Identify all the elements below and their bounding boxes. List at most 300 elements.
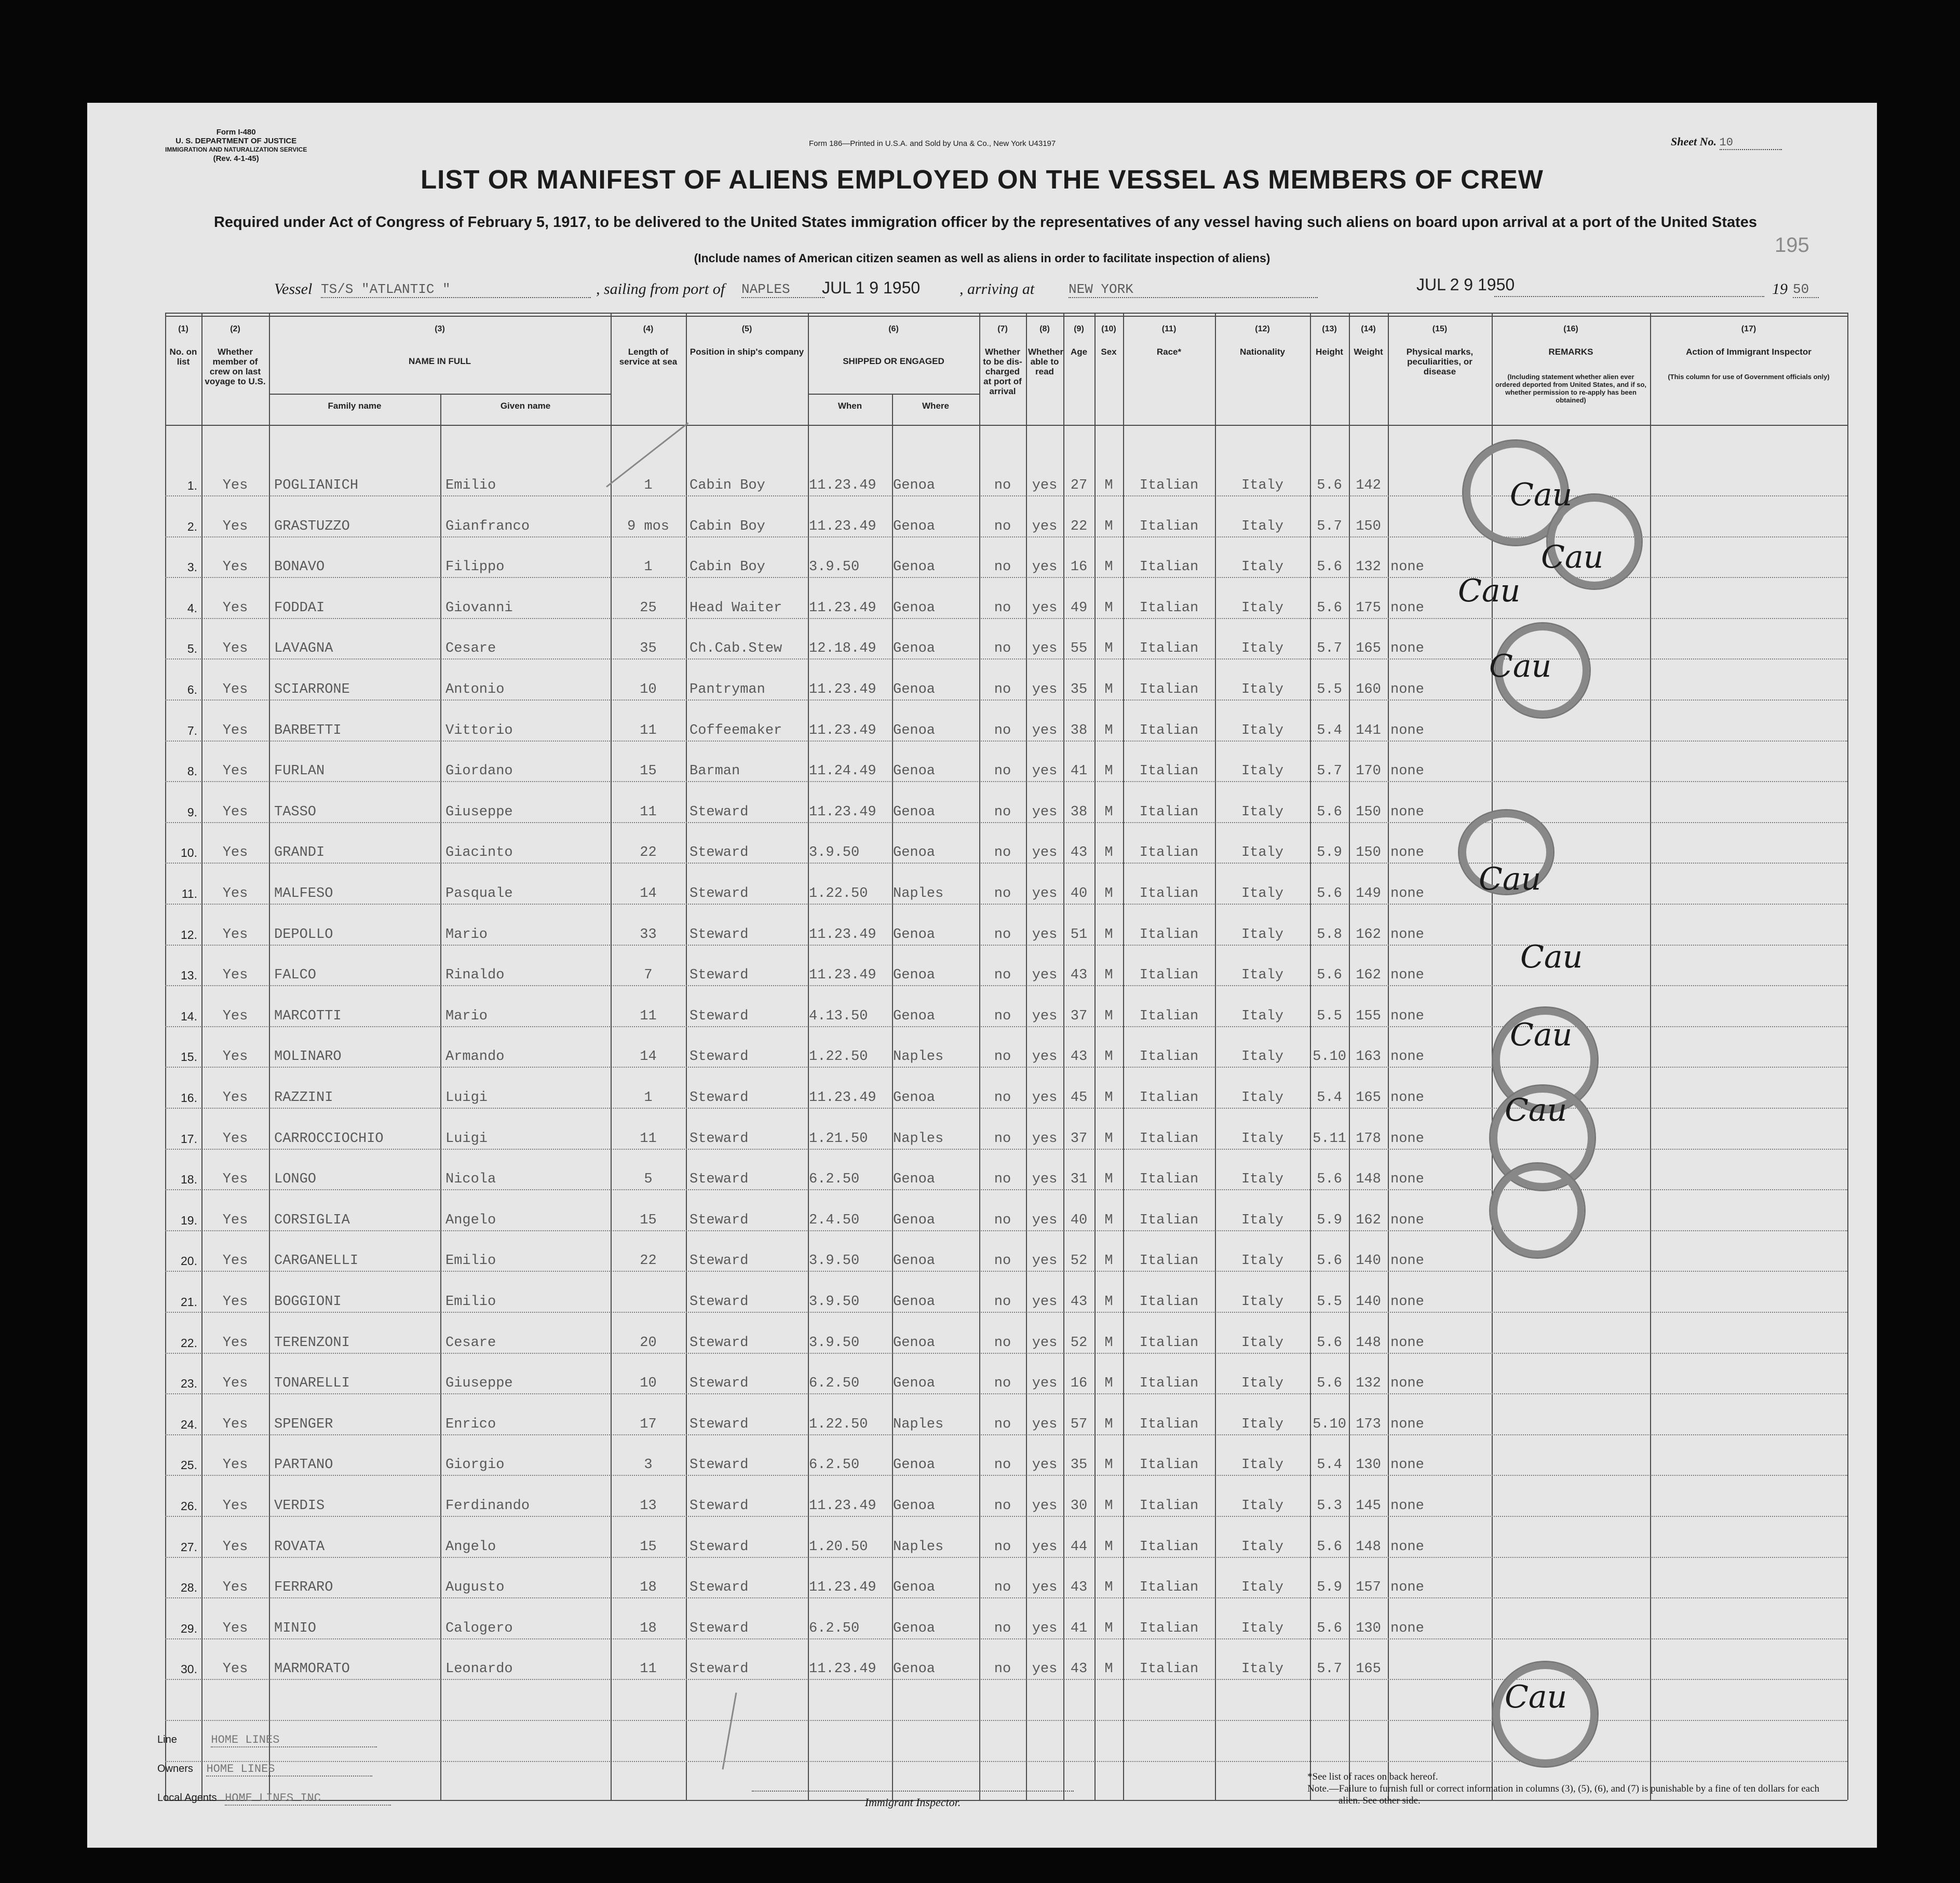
row-number: 27.: [181, 1540, 197, 1554]
cell-prev: Yes: [222, 845, 248, 861]
cell-position: Steward: [690, 804, 749, 820]
column-subheader-family-name: Family name: [328, 401, 382, 411]
column-header-weight: Weight: [1354, 347, 1383, 357]
cell-sex: M: [1104, 1498, 1113, 1514]
cell-prev: Yes: [222, 1212, 248, 1228]
cell-given: Giordano: [445, 763, 513, 779]
cell-position: Cabin Boy: [690, 478, 765, 493]
cell-given: Nicola: [445, 1172, 496, 1188]
table-top-border: [165, 316, 1847, 317]
cell-race: Italian: [1139, 478, 1199, 493]
cell-read: yes: [1032, 1539, 1058, 1555]
cell-when: 6.2.50: [809, 1376, 860, 1392]
cell-when: 1.21.50: [809, 1131, 868, 1147]
cell-weight: 170: [1356, 763, 1381, 779]
cell-given: Cesare: [445, 1335, 496, 1351]
cell-given: Calogero: [445, 1620, 513, 1636]
cell-position: Steward: [690, 1090, 749, 1106]
cell-height: 5.7: [1317, 518, 1342, 534]
cell-race: Italian: [1139, 1253, 1199, 1269]
cell-discharged: no: [994, 1008, 1011, 1024]
cell-weight: 155: [1356, 1008, 1381, 1024]
cell-nationality: Italy: [1241, 600, 1283, 616]
column-number-7: (7): [997, 325, 1008, 333]
inspector-action-subheader: (This column for use of Government officials only): [1668, 373, 1830, 381]
cell-race: Italian: [1139, 559, 1199, 575]
cell-where: Genoa: [893, 722, 936, 738]
row-number: 21.: [181, 1295, 197, 1309]
cell-family: MINIO: [274, 1620, 317, 1636]
cell-weight: 142: [1356, 478, 1381, 493]
cell-height: 5.6: [1317, 1335, 1342, 1351]
remarks-subheader: (Including statement whether alien ever ordered deported from United States, and if so, whether permission to re-apply has been obtained): [1495, 373, 1647, 404]
column-header-able-to-read: Whether able to read: [1028, 347, 1063, 376]
cell-discharged: no: [994, 763, 1011, 779]
cell-when: 11.23.49: [809, 682, 876, 697]
cell-given: Armando: [445, 1049, 505, 1065]
cell-weight: 160: [1356, 682, 1381, 697]
cell-family: VERDIS: [274, 1498, 325, 1514]
cell-position: Cabin Boy: [690, 518, 765, 534]
cell-sex: M: [1104, 886, 1113, 902]
cell-family: POGLIANICH: [274, 478, 359, 493]
cell-position: Steward: [690, 1539, 749, 1555]
owners-field: [157, 1763, 372, 1777]
cell-when: 11.23.49: [809, 478, 876, 493]
cell-weight: 150: [1356, 845, 1381, 861]
cell-position: Steward: [690, 1376, 749, 1392]
row-number: 9.: [187, 805, 197, 819]
line-value: HOME LINES: [211, 1733, 377, 1747]
cell-read: yes: [1032, 1335, 1058, 1351]
column-header-previous-voyage: Whether member of crew on last voyage to U.S.: [205, 347, 266, 386]
column-number-16: (16): [1563, 325, 1578, 333]
cell-height: 5.11: [1313, 1131, 1346, 1147]
cell-read: yes: [1032, 1212, 1058, 1228]
cell-nationality: Italy: [1241, 1580, 1283, 1596]
cell-given: Luigi: [445, 1090, 488, 1106]
cell-marks: none: [1390, 1212, 1424, 1228]
cell-position: Ch.Cab.Stew: [690, 641, 782, 657]
cell-service: 17: [640, 1416, 657, 1432]
cell-position: Steward: [690, 1416, 749, 1432]
cell-prev: Yes: [222, 926, 248, 943]
cell-family: TERENZONI: [274, 1335, 350, 1351]
cell-discharged: no: [994, 1335, 1011, 1351]
cell-discharged: no: [994, 1498, 1011, 1514]
cell-age: 31: [1070, 1172, 1088, 1188]
cell-family: LAVAGNA: [274, 641, 333, 657]
cell-discharged: no: [994, 1049, 1011, 1065]
document-subtitle: Required under Act of Congress of February 5, 1917, to be delivered to the United States immigration officer by the representatives of any vessel having such aliens on board upon arrival at a port of the United States: [213, 214, 1758, 231]
cell-where: Genoa: [893, 845, 936, 861]
cell-family: MARMORATO: [274, 1661, 350, 1677]
row-number: 4.: [187, 601, 197, 615]
cell-sex: M: [1104, 518, 1113, 534]
column-number-15: (15): [1432, 325, 1448, 333]
column-header-shipped-or-engaged: SHIPPED OR ENGAGED: [843, 356, 944, 366]
cell-age: 41: [1070, 1620, 1088, 1636]
cell-where: Genoa: [893, 478, 936, 493]
column-number-4: (4): [643, 325, 654, 333]
cell-sex: M: [1104, 1661, 1113, 1677]
cell-sex: M: [1104, 1212, 1113, 1228]
cell-discharged: no: [994, 1172, 1011, 1188]
cell-prev: Yes: [222, 1294, 248, 1310]
cell-where: Genoa: [893, 1498, 936, 1514]
cell-height: 5.6: [1317, 1253, 1342, 1269]
cell-service: 11: [640, 1661, 657, 1677]
cell-height: 5.6: [1317, 559, 1342, 575]
cell-weight: 148: [1356, 1335, 1381, 1351]
consular-initials: Cau: [1505, 1679, 1567, 1715]
cell-read: yes: [1032, 559, 1058, 575]
cell-sex: M: [1104, 682, 1113, 697]
row-number: 20.: [181, 1254, 197, 1268]
cell-where: Genoa: [893, 1253, 936, 1269]
column-header-sex: Sex: [1101, 347, 1117, 357]
cell-marks: none: [1390, 722, 1424, 738]
cell-nationality: Italy: [1241, 1090, 1283, 1106]
cell-position: Pantryman: [690, 682, 765, 697]
cell-height: 5.6: [1317, 967, 1342, 984]
cell-race: Italian: [1139, 641, 1199, 657]
consular-initials: Cau: [1479, 861, 1542, 897]
cell-family: GRASTUZZO: [274, 518, 350, 534]
arrival-date-stamp: JUL 2 9 1950: [1416, 275, 1515, 294]
column-number-5: (5): [741, 325, 752, 333]
cell-nationality: Italy: [1241, 1212, 1283, 1228]
cell-prev: Yes: [222, 1457, 248, 1473]
cell-sex: M: [1104, 845, 1113, 861]
cell-read: yes: [1032, 1376, 1058, 1392]
cell-discharged: no: [994, 478, 1011, 493]
cell-race: Italian: [1139, 763, 1199, 779]
row-rule: [165, 904, 1847, 905]
cell-when: 3.9.50: [809, 1335, 860, 1351]
cell-when: 6.2.50: [809, 1457, 860, 1473]
cell-height: 5.10: [1313, 1049, 1346, 1065]
cell-family: ROVATA: [274, 1539, 325, 1555]
cell-when: 2.4.50: [809, 1212, 860, 1228]
cell-service: 1: [644, 559, 653, 575]
cell-sex: M: [1104, 763, 1113, 779]
cell-sex: M: [1104, 967, 1113, 984]
cell-age: 43: [1070, 967, 1088, 984]
row-rule: [165, 1149, 1847, 1150]
row-rule: [165, 1393, 1847, 1394]
column-number-17: (17): [1741, 325, 1756, 333]
race-footnote: *See list of races on back hereof.: [1307, 1771, 1438, 1782]
cell-read: yes: [1032, 967, 1058, 984]
row-number: 2.: [187, 519, 197, 533]
cell-race: Italian: [1139, 1172, 1199, 1188]
cell-nationality: Italy: [1241, 641, 1283, 657]
cell-read: yes: [1032, 1498, 1058, 1514]
cell-given: Angelo: [445, 1539, 496, 1555]
cell-weight: 141: [1356, 722, 1381, 738]
footnotes: [1307, 1771, 1827, 1807]
line-field: [157, 1733, 377, 1747]
cell-when: 11.23.49: [809, 1498, 876, 1514]
cell-family: MALFESO: [274, 886, 333, 902]
cell-prev: Yes: [222, 1661, 248, 1677]
cell-where: Genoa: [893, 926, 936, 943]
cell-sex: M: [1104, 1620, 1113, 1636]
cell-position: Steward: [690, 886, 749, 902]
form-header: [165, 128, 307, 163]
cell-given: Giacinto: [445, 845, 513, 861]
cell-position: Steward: [690, 1620, 749, 1636]
cell-read: yes: [1032, 1090, 1058, 1106]
pencil-stroke: [722, 1692, 737, 1769]
cell-family: MARCOTTI: [274, 1008, 342, 1024]
column-divider: [686, 313, 687, 1800]
cell-marks: none: [1390, 763, 1424, 779]
port-from: NAPLES: [741, 281, 824, 298]
cell-family: LONGO: [274, 1172, 317, 1188]
cell-position: Steward: [690, 1580, 749, 1596]
cell-age: 55: [1070, 641, 1088, 657]
cell-given: Leonardo: [445, 1661, 513, 1677]
consular-initials: Cau: [1510, 1017, 1573, 1053]
cell-race: Italian: [1139, 967, 1199, 984]
cell-where: Genoa: [893, 1580, 936, 1596]
cell-where: Naples: [893, 1131, 944, 1147]
cell-family: CARGANELLI: [274, 1253, 359, 1269]
column-divider: [1847, 313, 1848, 1800]
cell-race: Italian: [1139, 1049, 1199, 1065]
cell-prev: Yes: [222, 1539, 248, 1555]
cell-age: 49: [1070, 600, 1088, 616]
document-title: LIST OR MANIFEST OF ALIENS EMPLOYED ON THE VESSEL AS MEMBERS OF CREW: [421, 165, 1544, 194]
cell-given: Luigi: [445, 1131, 488, 1147]
cell-marks: none: [1390, 600, 1424, 616]
cell-sex: M: [1104, 1580, 1113, 1596]
sailing-label: , sailing from port of: [596, 280, 725, 298]
cell-discharged: no: [994, 1294, 1011, 1310]
cell-position: Steward: [690, 1212, 749, 1228]
cell-prev: Yes: [222, 682, 248, 697]
cell-family: MOLINARO: [274, 1049, 342, 1065]
column-subheader-given-name: Given name: [500, 401, 551, 411]
row-number: 10.: [181, 846, 197, 860]
agents-field: [157, 1792, 391, 1806]
row-number: 22.: [181, 1336, 197, 1350]
row-rule: [165, 1108, 1847, 1109]
cell-family: PARTANO: [274, 1457, 333, 1473]
cell-given: Angelo: [445, 1212, 496, 1228]
cell-race: Italian: [1139, 1539, 1199, 1555]
cell-age: 43: [1070, 1661, 1088, 1677]
cell-service: 11: [640, 722, 657, 738]
cell-age: 27: [1070, 478, 1088, 493]
cell-family: CORSIGLIA: [274, 1212, 350, 1228]
cell-prev: Yes: [222, 1620, 248, 1636]
cell-marks: none: [1390, 641, 1424, 657]
column-header-nationality: Nationality: [1240, 347, 1285, 357]
year-label: 19: [1772, 280, 1788, 298]
cell-service: 5: [644, 1172, 653, 1188]
row-number: 29.: [181, 1621, 197, 1635]
row-rule: [165, 1230, 1847, 1231]
cell-when: 11.23.49: [809, 967, 876, 984]
cell-given: Pasquale: [445, 886, 513, 902]
cell-given: Filippo: [445, 559, 505, 575]
cell-service: 15: [640, 1212, 657, 1228]
cell-read: yes: [1032, 845, 1058, 861]
cell-discharged: no: [994, 845, 1011, 861]
cell-nationality: Italy: [1241, 886, 1283, 902]
sailing-date-stamp: JUL 1 9 1950: [822, 278, 921, 297]
cell-age: 52: [1070, 1335, 1088, 1351]
cell-nationality: Italy: [1241, 682, 1283, 697]
column-header-name-in-full: NAME IN FULL: [409, 356, 471, 366]
cell-age: 16: [1070, 559, 1088, 575]
column-number-10: (10): [1101, 325, 1116, 333]
cell-height: 5.5: [1317, 1294, 1342, 1310]
cell-sex: M: [1104, 926, 1113, 943]
cell-height: 5.4: [1317, 1090, 1342, 1106]
cell-position: Steward: [690, 926, 749, 943]
column-header-inspector-action: Action of Immigrant Inspector: [1686, 347, 1812, 357]
cell-weight: 149: [1356, 886, 1381, 902]
cell-sex: M: [1104, 722, 1113, 738]
column-number-3: (3): [435, 325, 445, 333]
cell-height: 5.6: [1317, 1172, 1342, 1188]
cell-when: 3.9.50: [809, 559, 860, 575]
row-number: 5.: [187, 642, 197, 656]
cell-when: 11.23.49: [809, 1090, 876, 1106]
column-divider: [1650, 313, 1651, 1800]
cell-marks: none: [1390, 1539, 1424, 1555]
penalty-note: Note.—Failure to furnish full or correct information in columns (3), (5), (6), and (7) is punishable by a fine of ten dollars for each alien. See other side.: [1307, 1783, 1820, 1806]
cell-marks: none: [1390, 1580, 1424, 1596]
cell-read: yes: [1032, 682, 1058, 697]
cell-height: 5.9: [1317, 1212, 1342, 1228]
cell-when: 1.20.50: [809, 1539, 868, 1555]
cell-where: Naples: [893, 1049, 944, 1065]
cell-position: Steward: [690, 1253, 749, 1269]
cell-weight: 150: [1356, 804, 1381, 820]
row-rule: [165, 1312, 1847, 1313]
cell-weight: 157: [1356, 1580, 1381, 1596]
cell-marks: none: [1390, 1376, 1424, 1392]
cell-sex: M: [1104, 478, 1113, 493]
cell-discharged: no: [994, 804, 1011, 820]
column-number-6: (6): [888, 325, 899, 333]
cell-when: 11.23.49: [809, 722, 876, 738]
cell-when: 11.23.49: [809, 1580, 876, 1596]
cell-when: 11.23.49: [809, 600, 876, 616]
cell-discharged: no: [994, 1253, 1011, 1269]
cell-when: 4.13.50: [809, 1008, 868, 1024]
cell-discharged: no: [994, 1661, 1011, 1677]
cell-family: BARBETTI: [274, 722, 342, 738]
cell-service: 10: [640, 682, 657, 697]
cell-discharged: no: [994, 1212, 1011, 1228]
cell-height: 5.4: [1317, 1457, 1342, 1473]
cell-weight: 162: [1356, 1212, 1381, 1228]
cell-marks: none: [1390, 1457, 1424, 1473]
cell-prev: Yes: [222, 1376, 248, 1392]
cell-where: Genoa: [893, 1620, 936, 1636]
cell-service: 13: [640, 1498, 657, 1514]
cell-position: Steward: [690, 1131, 749, 1147]
cell-family: SCIARRONE: [274, 682, 350, 697]
consular-initials: Cau: [1458, 573, 1521, 609]
cell-position: Steward: [690, 1335, 749, 1351]
cell-race: Italian: [1139, 886, 1199, 902]
cell-nationality: Italy: [1241, 722, 1283, 738]
owners-label: Owners: [157, 1763, 193, 1774]
cell-discharged: no: [994, 1131, 1011, 1147]
cell-race: Italian: [1139, 1416, 1199, 1432]
row-number: 14.: [181, 1009, 197, 1023]
cell-nationality: Italy: [1241, 1661, 1283, 1677]
cell-position: Steward: [690, 845, 749, 861]
cell-nationality: Italy: [1241, 804, 1283, 820]
row-rule: [165, 1353, 1847, 1354]
cell-weight: 165: [1356, 1090, 1381, 1106]
cell-position: Coffeemaker: [690, 722, 782, 738]
cell-where: Naples: [893, 1539, 944, 1555]
cell-when: 11.23.49: [809, 926, 876, 943]
column-number-2: (2): [230, 325, 240, 333]
cell-position: Steward: [690, 967, 749, 984]
cell-where: Genoa: [893, 1661, 936, 1677]
cell-family: CARROCCIOCHIO: [274, 1131, 384, 1147]
cell-given: Emilio: [445, 1294, 496, 1310]
cell-sex: M: [1104, 1294, 1113, 1310]
cell-sex: M: [1104, 559, 1113, 575]
cell-family: BOGGIONI: [274, 1294, 342, 1310]
cell-when: 6.2.50: [809, 1172, 860, 1188]
cell-given: Mario: [445, 1008, 488, 1024]
service-name: IMMIGRATION AND NATURALIZATION SERVICE: [165, 146, 307, 153]
cell-family: FURLAN: [274, 763, 325, 779]
row-rule: [165, 822, 1847, 823]
cell-discharged: no: [994, 518, 1011, 534]
consular-initials: Cau: [1520, 939, 1583, 975]
cell-where: Genoa: [893, 1090, 936, 1106]
cell-read: yes: [1032, 1580, 1058, 1596]
form-number: Form I-480: [216, 128, 256, 137]
cell-marks: none: [1390, 1294, 1424, 1310]
cell-age: 30: [1070, 1498, 1088, 1514]
cell-read: yes: [1032, 518, 1058, 534]
row-rule: [165, 700, 1847, 701]
cell-when: 3.9.50: [809, 1253, 860, 1269]
row-rule: [165, 741, 1847, 742]
cell-read: yes: [1032, 478, 1058, 493]
immigrant-inspector-signature-line: Immigrant Inspector.: [752, 1791, 1074, 1809]
cell-discharged: no: [994, 967, 1011, 984]
cell-nationality: Italy: [1241, 1253, 1283, 1269]
cell-when: 11.23.49: [809, 1661, 876, 1677]
cell-prev: Yes: [222, 478, 248, 493]
cell-nationality: Italy: [1241, 478, 1283, 493]
cell-service: 15: [640, 1539, 657, 1555]
cell-sex: M: [1104, 1253, 1113, 1269]
cell-race: Italian: [1139, 1335, 1199, 1351]
cell-weight: 132: [1356, 559, 1381, 575]
cell-family: FODDAI: [274, 600, 325, 616]
cell-prev: Yes: [222, 1049, 248, 1065]
cell-where: Genoa: [893, 1172, 936, 1188]
cell-service: 18: [640, 1620, 657, 1636]
row-rule: [165, 781, 1847, 782]
